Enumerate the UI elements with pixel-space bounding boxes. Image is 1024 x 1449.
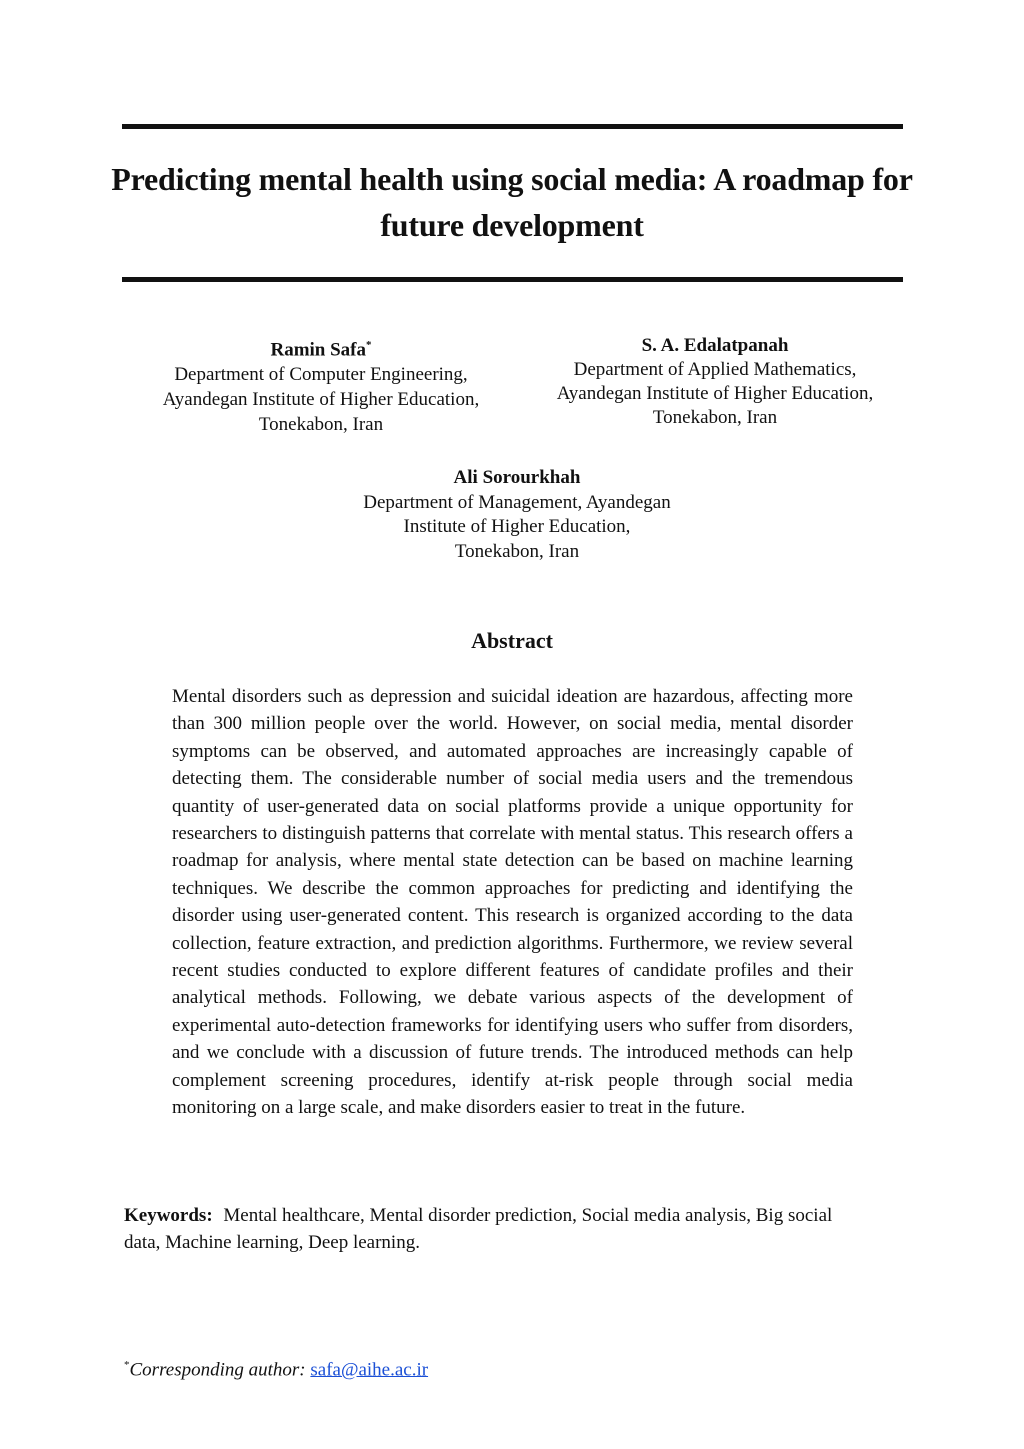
affiliation-line: Tonekabon, Iran xyxy=(258,414,384,436)
affiliation-line: Ayandegan Institute of Higher Education, xyxy=(162,389,480,411)
corresponding-marker: * xyxy=(366,339,372,351)
footnote-marker: * xyxy=(124,1359,130,1371)
author-name: Ali Sorourkhah xyxy=(453,467,581,488)
affiliation-line: Department of Computer Engineering, xyxy=(174,364,468,386)
affiliation-line: Department of Applied Mathematics, xyxy=(573,359,857,380)
keywords-text: Mental healthcare, Mental disorder prediction, Social media analysis, Big social data, Machine learning, Deep learning. xyxy=(124,1205,833,1253)
affiliation-line: Department of Management, Ayandegan xyxy=(363,491,671,513)
author-block-safa xyxy=(140,333,502,437)
email-link[interactable]: safa@aihe.ac.ir xyxy=(310,1359,429,1381)
affiliation-line: Ayandegan Institute of Higher Education, xyxy=(556,383,874,404)
keywords xyxy=(124,1202,848,1256)
author-block-edalatpanah xyxy=(536,334,894,430)
footnote-label: Corresponding author: xyxy=(129,1359,306,1381)
title-bottom-rule xyxy=(122,277,903,282)
author-block-sorourkhah xyxy=(330,466,704,564)
paper-title: Predicting mental health using social media: A roadmap for future development xyxy=(111,161,913,243)
title-top-rule xyxy=(122,124,903,129)
author-name xyxy=(140,333,502,362)
author-name: S. A. Edalatpanah xyxy=(641,335,789,356)
abstract-heading: Abstract xyxy=(471,628,553,653)
corresponding-author-footnote xyxy=(124,1359,428,1381)
keywords-label: Keywords: xyxy=(124,1205,213,1226)
author-name-text: Ramin Safa xyxy=(270,339,367,361)
affiliation-line: Tonekabon, Iran xyxy=(652,407,778,428)
affiliation-line: Tonekabon, Iran xyxy=(454,540,580,562)
abstract-text: Mental disorders such as depression and suicidal ideation are hazardous, affecting more than 300 million people over the world. However, on social media, mental disorder symptoms can be observed, and automated approaches are increasingly capable of detecting them. The considerable number of social media users and the tremendous quantity of user-generated data on social platforms provide a unique opportunity for researchers to distinguish patterns that correlate with mental status. This research offers a roadmap for analysis, where mental state detection can be based on machine learning techniques. We describe the common approaches for predicting and identifying the disorder using user-generated content. This research is organized according to the data collection, feature extraction, and prediction algorithms. Furthermore, we review several recent studies conducted to explore different features of candidate profiles and their analytical methods. Following, we debate various aspects of the development of experimental auto-detection frameworks for identifying users who suffer from disorders, and we conclude with a discussion of future trends. The introduced methods can help complement screening procedures, identify at-risk people through social media monitoring on a large scale, and make disorders easier to treat in the future. xyxy=(172,686,853,1119)
affiliation-line: Institute of Higher Education, xyxy=(403,516,631,537)
